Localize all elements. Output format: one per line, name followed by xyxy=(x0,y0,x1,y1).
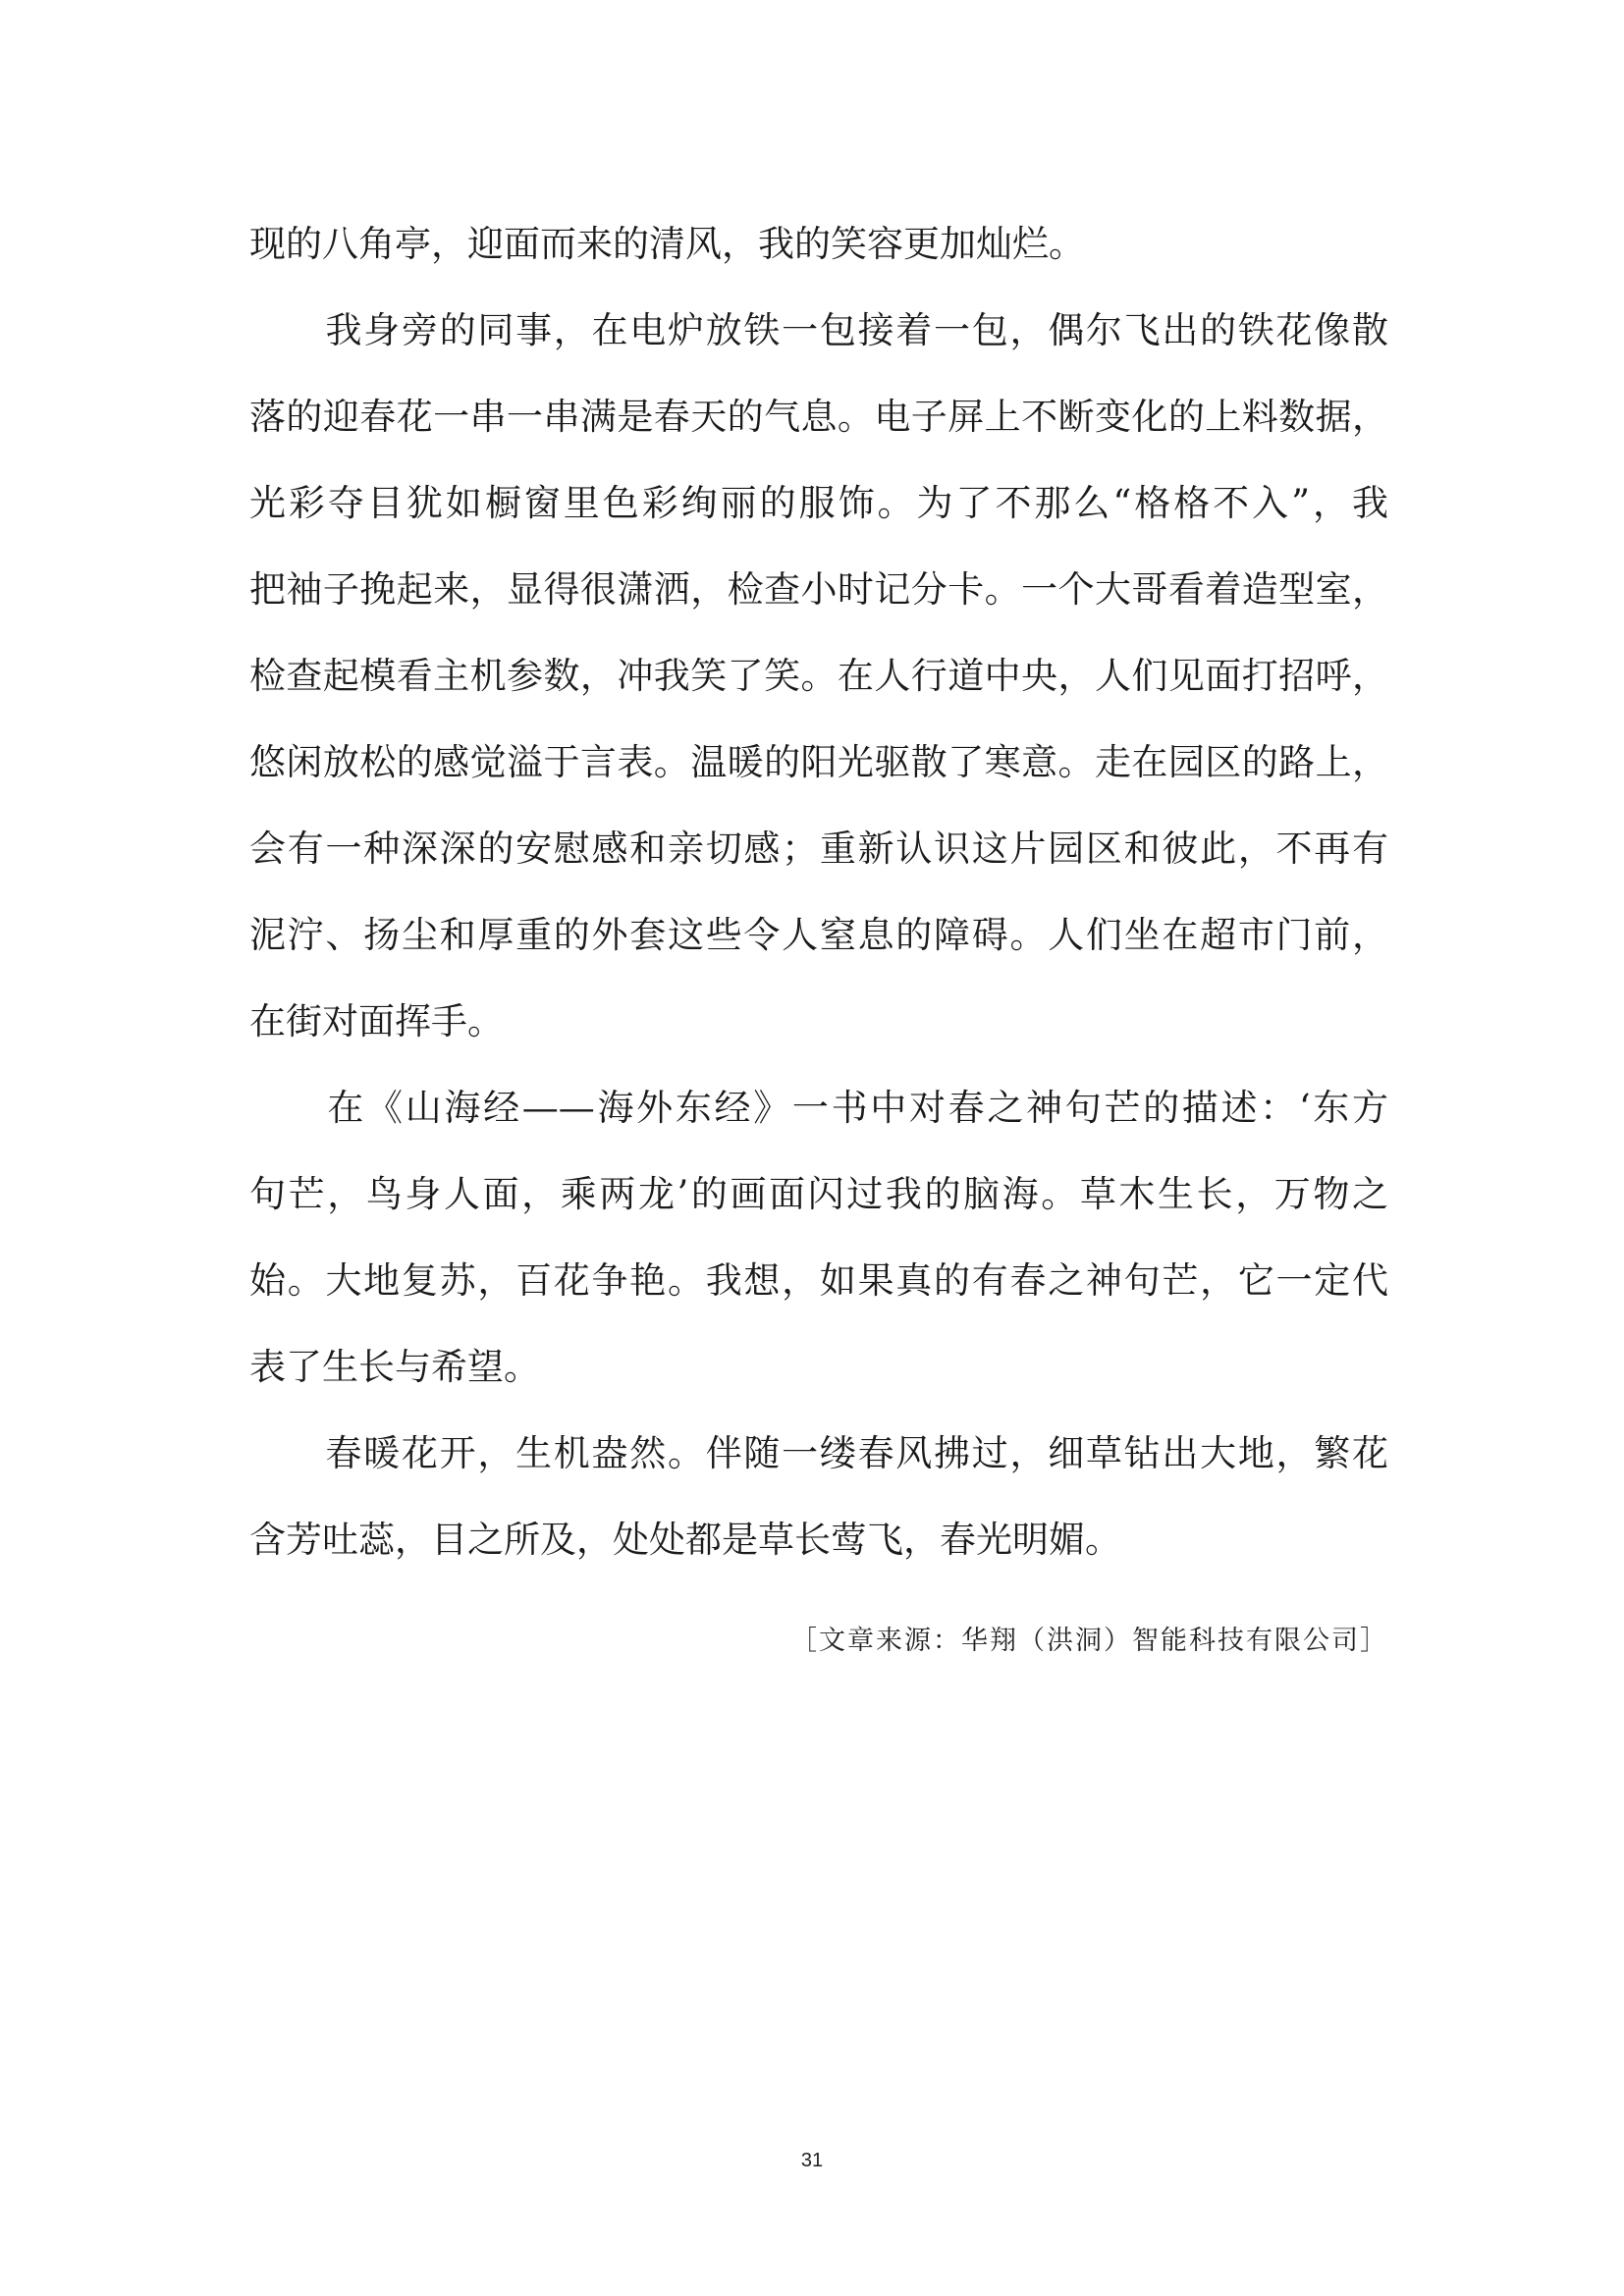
text-line: 在街对面挥手。 xyxy=(249,1000,504,1042)
text-line: 现的八角亭，迎面而来的清风，我的笑容更加灿烂。 xyxy=(249,223,1085,265)
text-line: 会有一种深深的安慰感和亲切感；重新认识这片园区和彼此，不再有 xyxy=(249,828,1388,870)
text-line: 含芳吐蕊，目之所及，处处都是草长莺飞，春光明媚。 xyxy=(249,1519,1121,1561)
text-line: 光彩夺目犹如橱窗里色彩绚丽的服饰。为了不那么“格格不入”，我 xyxy=(249,482,1388,524)
article-source: ［文章来源：华翔（洪洞）智能科技有限公司］ xyxy=(790,1626,1388,1656)
text-line: 我身旁的同事，在电炉放铁一包接着一包，偶尔飞出的铁花像散 xyxy=(249,309,1388,351)
text-line: 在《山海经——海外东经》一书中对春之神句芒的描述：‘东方 xyxy=(249,1087,1388,1129)
text-line: 悠闲放松的感觉溢于言表。温暖的阳光驱散了寒意。走在园区的路上， xyxy=(249,741,1388,783)
text-line: 始。大地复苏，百花争艳。我想，如果真的有春之神句芒，它一定代 xyxy=(249,1259,1388,1302)
text-line: 句芒，鸟身人面，乘两龙’的画面闪过我的脑海。草木生长，万物之 xyxy=(249,1173,1388,1215)
text-line: 检查起模看主机参数，冲我笑了笑。在人行道中央，人们见面打招呼， xyxy=(249,655,1388,697)
text-line: 泥泞、扬尘和厚重的外套这些令人窒息的障碍。人们坐在超市门前， xyxy=(249,914,1388,956)
article-body xyxy=(249,201,1388,1583)
text-line: 落的迎春花一串一串满是春天的气息。电子屏上不断变化的上料数据， xyxy=(249,396,1388,438)
text-line: 把袖子挽起来，显得很潇洒，检查小时记分卡。一个大哥看着造型室， xyxy=(249,568,1388,611)
page-number: 31 xyxy=(800,2150,824,2171)
text-line: 表了生长与希望。 xyxy=(249,1346,540,1388)
text-line: 春暖花开，生机盎然。伴随一缕春风拂过，细草钻出大地，繁花 xyxy=(249,1432,1388,1474)
